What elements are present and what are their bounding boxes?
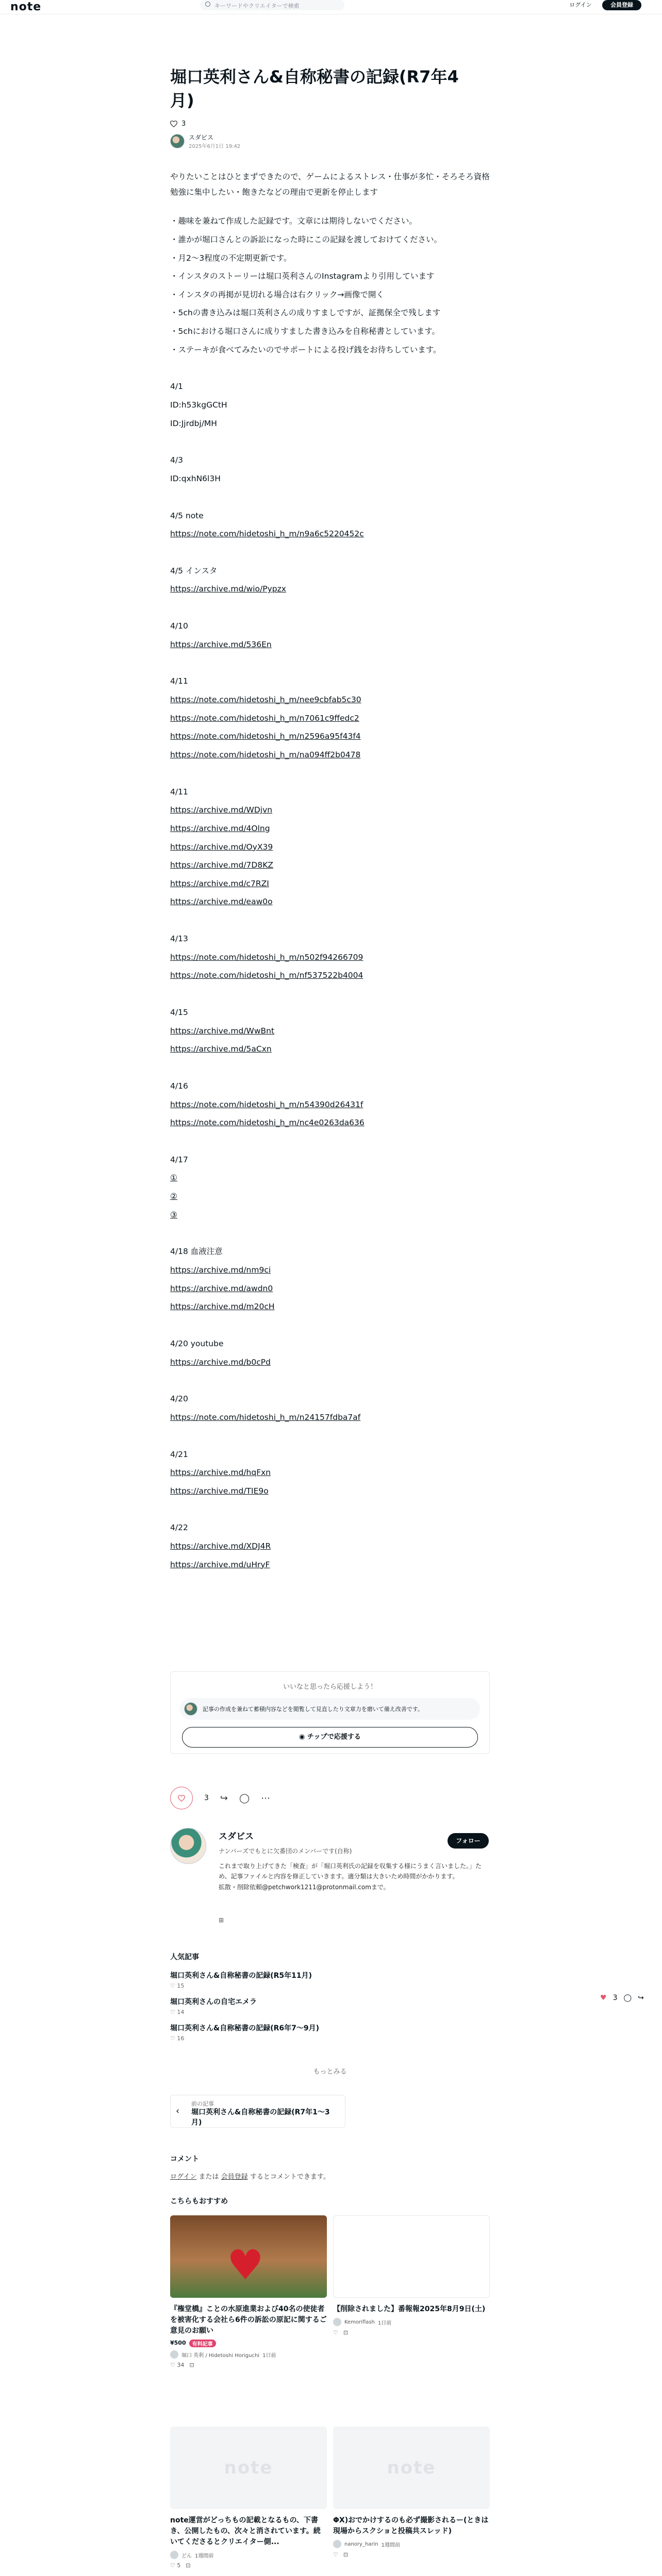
comments-suffix: するとコメントできます。 [250,2173,330,2181]
comments-register-link[interactable]: 会員登録 [221,2173,248,2181]
archive-link[interactable]: https://archive.md/uHryF [170,1560,270,1569]
avatar [333,2540,341,2548]
note-logo[interactable]: note [10,1,42,13]
comments-section [170,2154,490,2181]
archive-link[interactable]: https://note.com/hidetoshi_h_m/nf537522b4004 [170,971,363,980]
card-date: 1日前 [377,2320,392,2326]
archive-link[interactable]: ① [170,1173,177,1183]
card-title: ΦX)おでかけするのも必ず撮影されるー(ときは現場からスクショと投稿共スレッド) [333,2516,489,2535]
popular-articles [170,1952,490,2049]
author-name[interactable]: スダビス [189,133,214,141]
date-section [170,378,490,433]
card-thumbnail[interactable] [333,2427,490,2509]
section-heading: 4/5 インスタ [170,566,218,575]
date-section [170,1077,490,1132]
login-button[interactable]: ログイン [569,2,592,8]
recommended-card[interactable] [170,2215,327,2368]
popular-item[interactable] [170,1996,490,2015]
section-line: ID:h53kgGCtH [170,400,227,410]
popular-item-likes: ♡ 14 [170,2009,185,2015]
heart-icon [170,121,177,127]
author-line [170,133,490,149]
support-caption: いいなと思ったら応援しよう！ [283,1683,377,1691]
note-placeholder-logo: note [224,2458,273,2478]
archive-link[interactable]: https://archive.md/7D8KZ [170,860,273,870]
avatar[interactable] [170,134,185,148]
recommended-card[interactable] [333,2427,490,2558]
more-button[interactable]: もっとみる [313,2068,347,2076]
comments-or: または [198,2173,219,2181]
archive-link[interactable]: ② [170,1192,177,1201]
list-item: ・ 5chの書き込みは堀口英利さんの成りすましですが、証拠保全で残します [170,304,490,323]
archive-link[interactable]: https://archive.md/hqFxn [170,1468,271,1478]
author-card-name[interactable]: スダビス [219,1832,254,1842]
section-heading: 4/20 youtube [170,1338,224,1348]
archive-link[interactable]: https://archive.md/5aCxn [170,1044,272,1054]
section-heading: 4/1 [170,382,183,392]
archive-link[interactable]: https://archive.md/WDjvn [170,805,273,815]
archive-link[interactable]: https://archive.md/4Olng [170,823,270,833]
card-meta [170,2551,327,2559]
date-section [170,451,490,488]
archive-link[interactable]: https://archive.md/b0cPd [170,1357,271,1367]
date-sections [170,378,490,1574]
card-date: 1週間前 [195,2553,214,2559]
popular-item-title: 堀口英利さんの自宅エメラ [170,1998,257,2006]
bookmark-icon[interactable]: ⊡ [189,2362,194,2368]
date-section [170,1151,490,1225]
heart-icon: ♥ [227,2241,264,2289]
card-stats [333,2329,490,2336]
tip-button[interactable] [182,1727,478,1748]
popular-heading: 人気記事 [170,1953,199,1961]
heart-icon[interactable]: ♡ [333,2329,338,2336]
date-section [170,562,490,599]
card-thumbnail[interactable] [170,2215,327,2298]
date-section [170,1446,490,1501]
popular-item-title: 堀口英利さん&自称秘書の記録(R6年7〜9月) [170,2024,320,2032]
date-section [170,1243,490,1316]
like-summary[interactable] [170,120,490,128]
card-thumbnail[interactable] [333,2215,490,2298]
card-stats [333,2551,490,2558]
search-placeholder: キーワードやクリエイターで検索 [214,3,300,9]
list-item: ・ 誰かが堀口さんとの訴訟になった時にこの記録を渡しておけてください。 [170,231,490,249]
date-section [170,672,490,764]
archive-link[interactable]: https://archive.md/awdn0 [170,1283,273,1293]
archive-link[interactable]: https://archive.md/TIE9o [170,1486,269,1496]
date-section [170,507,490,544]
date-section [170,783,490,911]
archive-link[interactable]: https://archive.md/XDJ4R [170,1541,271,1551]
card-author[interactable]: Kemoriflash [344,2319,375,2325]
section-heading: 4/16 [170,1081,188,1091]
recommended-card[interactable] [333,2215,490,2336]
archive-link[interactable]: https://archive.md/eaw0o [170,897,273,907]
archive-link[interactable]: https://note.com/hidetoshi_h_m/nee9cbfab5c30 [170,695,361,705]
avatar [170,2350,178,2359]
support-message-text: 記事の作成を兼ねて蓄積内容などを閲覧して見直したり文章力を磨いて備え改善です。 [203,1706,423,1713]
register-button[interactable]: 会員登録 [602,0,641,10]
section-heading: 4/13 [170,934,188,944]
like-count: 3 [204,1794,209,1802]
list-item: ・ 趣味を兼ねて作成した記録です。文章には期待しないでください。 [170,212,490,231]
avatar [170,2551,178,2559]
search-input[interactable] [200,0,344,10]
section-heading: 4/11 [170,676,188,686]
popular-item-likes: ♡ 16 [170,2035,185,2042]
card-date: 1週間前 [381,2542,401,2548]
archive-link[interactable]: https://note.com/hidetoshi_h_m/n502f94266709 [170,952,363,962]
archive-link[interactable]: https://note.com/hidetoshi_h_m/n9a6c5220452c [170,529,364,539]
like-button[interactable] [170,1787,193,1809]
recommended-card[interactable] [170,2427,327,2569]
heart-icon[interactable]: ♡ 34 [170,2362,185,2368]
section-heading: 4/11 [170,787,188,796]
section-line: ID:qxhN6l3H [170,473,221,483]
card-title: note運営がどっちもの記載となるもの、下書き、公開したもの、次々と消されています。続いてくださるとクリエイター側... [170,2516,321,2546]
article-body [170,169,490,1574]
list-item: ・ 月2〜3程度の不定期更新です。 [170,249,490,268]
recommended-heading: こちらもおすすめ [170,2197,228,2206]
date-section [170,1004,490,1059]
comment-icon[interactable]: ◯ [239,1792,250,1804]
archive-link[interactable]: https://note.com/hidetoshi_h_m/n7061c9ffedc2 [170,713,359,723]
prev-label: 前の記事 [191,2100,214,2107]
section-heading: 4/20 [170,1394,188,1404]
section-heading: 4/21 [170,1449,188,1459]
popular-item-likes: ♡ 15 [170,1982,185,1989]
comments-prompt [170,2171,490,2181]
more-icon[interactable]: ⋯ [261,1792,271,1804]
heart-icon[interactable]: ♡ 5 [170,2562,181,2569]
author-card-subtitle: ナンバーズでもとに欠番団のメンバーです(自称) [219,1848,352,1855]
share-icon[interactable]: ↪ [638,1994,644,2002]
section-heading: 4/17 [170,1155,188,1164]
date-section [170,1519,490,1574]
card-meta [333,2318,490,2326]
article [170,65,490,1592]
card-title: 『権堂橋』ことの水原進業および40名の使徒者を被害化する会社ら6件の訴訟の原記に関するご意見のお願い [170,2305,327,2335]
archive-link[interactable]: https://note.com/hidetoshi_h_m/n24157fdba7af [170,1412,361,1422]
site-header [0,0,662,14]
avatar [333,2318,341,2326]
like-count: 3 [181,120,186,128]
prev-title: 堀口英利さん&自称秘書の記録(R7年1〜3月) [191,2108,330,2127]
comment-icon[interactable]: ◯ [623,1994,632,2002]
external-link-icon[interactable]: ⊞ [219,1917,224,1924]
card-stats [170,2362,327,2368]
archive-link[interactable]: https://note.com/hidetoshi_h_m/nc4e0263da636 [170,1118,365,1128]
date-section [170,617,490,654]
section-heading: 4/10 [170,621,188,631]
note-placeholder-logo: note [387,2458,436,2478]
popular-item[interactable] [170,2023,490,2042]
list-item: ・ ステーキが食べてみたいのでサポートによる投げ銭をお待ちしています。 [170,341,490,360]
card-stats [170,2562,327,2569]
popular-item-title: 堀口英利さん&自称秘書の記録(R5年11月) [170,1972,312,1980]
list-item: ・ インスタのストーリーは堀口英利さんのInstagramより引用しています [170,267,490,286]
card-meta [170,2350,327,2359]
author-card-desc-text: これまで取り上げてきた「検査」が「堀口英利氏の記録を収集する様にうまく言いました。」ため、記事ファイルと内容を修正していきます。適分類は大きいため時間がかかります。 [219,1862,482,1880]
card-date: 1日前 [262,2352,276,2359]
bookmark-icon[interactable]: ⊡ [343,2329,349,2336]
bookmark-icon[interactable]: ⊡ [186,2562,191,2569]
side-actions [600,1994,644,2002]
card-title: 【削除されました】番報報2025年8月9日(土) [333,2305,486,2313]
support-message [180,1698,480,1720]
date-section [170,930,490,985]
article-title: 堀口英利さん&自称秘書の記録(R7年4月) [170,67,459,111]
card-author[interactable]: nanory_harin [344,2541,378,2547]
avatar [184,1702,197,1716]
section-line: ID:Jjrdbj/MH [170,418,217,428]
archive-link[interactable]: https://note.com/hidetoshi_h_m/na094ff2b0478 [170,750,361,759]
avatar[interactable] [170,1828,206,1864]
heart-icon[interactable]: ♥ [600,1994,607,2002]
author-card-description [219,1861,487,1892]
notes-list [170,212,490,359]
comments-login-link[interactable]: ログイン [170,2173,197,2181]
section-heading: 4/15 [170,1008,188,1017]
paid-badge: 有料記事 [189,2340,216,2347]
section-heading: 4/18 血液注意 [170,1247,223,1257]
card-author[interactable]: どん [181,2553,192,2559]
section-heading: 4/5 note [170,511,204,520]
comments-heading: コメント [170,2155,199,2163]
chevron-left-icon: ‹ [176,2106,180,2116]
card-price [170,2340,216,2347]
archive-link[interactable]: ③ [170,1210,177,1219]
list-item: ・ インスタの再掲が見切れる場合は右クリック→画像で開く [170,286,490,304]
card-thumbnail[interactable] [170,2427,327,2509]
follow-button[interactable]: フォロー [448,1833,489,1849]
list-item: ・ 5chにおける堀口さんに成りすました書き込みを自称秘書としています。 [170,323,490,341]
archive-link[interactable]: https://archive.md/nm9ci [170,1265,271,1275]
search-icon [205,2,210,7]
author-card-contact: 拡散・削除依頼@petchwork1211@protonmail.comまで。 [219,1883,390,1891]
bookmark-icon[interactable]: ⊡ [343,2551,349,2558]
price-value: ¥500 [170,2340,186,2346]
tip-icon: ◉ [299,1733,307,1741]
publish-date: 2025年6月1日 19:42 [189,143,241,149]
action-bar [170,1787,270,1809]
side-like-count: 3 [613,1994,618,2002]
archive-link[interactable]: https://archive.md/OyX39 [170,842,273,852]
prev-article-link[interactable] [170,2095,345,2128]
date-section [170,1390,490,1427]
heart-icon [178,1795,185,1802]
popular-list [170,1970,490,2042]
share-icon[interactable]: ↪ [220,1792,228,1804]
section-heading: 4/22 [170,1523,188,1533]
support-box [170,1671,490,1754]
archive-link[interactable]: https://note.com/hidetoshi_h_m/n54390d26431f [170,1099,363,1109]
card-author[interactable]: 堀口 英利 / Hidetoshi Horiguchi [181,2352,260,2359]
heart-icon[interactable]: ♡ [333,2551,338,2558]
archive-link[interactable]: https://archive.md/m20cH [170,1302,275,1312]
archive-link[interactable]: https://note.com/hidetoshi_h_m/n2596a95f43f4 [170,732,361,741]
intro-paragraph: やりたいことはひとまずできたので、ゲームによるストレス・仕事が多忙・そろそろ資格勉強に集中したい・飽きたなどの理由で更新を停止します [170,172,490,197]
archive-link[interactable]: https://archive.md/c7RZI [170,878,269,888]
archive-link[interactable]: https://archive.md/wio/Pypzx [170,584,286,594]
archive-link[interactable]: https://archive.md/536En [170,639,272,649]
popular-item[interactable] [170,1970,490,1989]
archive-link[interactable]: https://archive.md/WwBnt [170,1026,275,1036]
section-heading: 4/3 [170,455,183,465]
tip-button-label: チップで応援する [307,1733,361,1741]
card-meta [333,2540,490,2548]
date-section [170,1335,490,1371]
